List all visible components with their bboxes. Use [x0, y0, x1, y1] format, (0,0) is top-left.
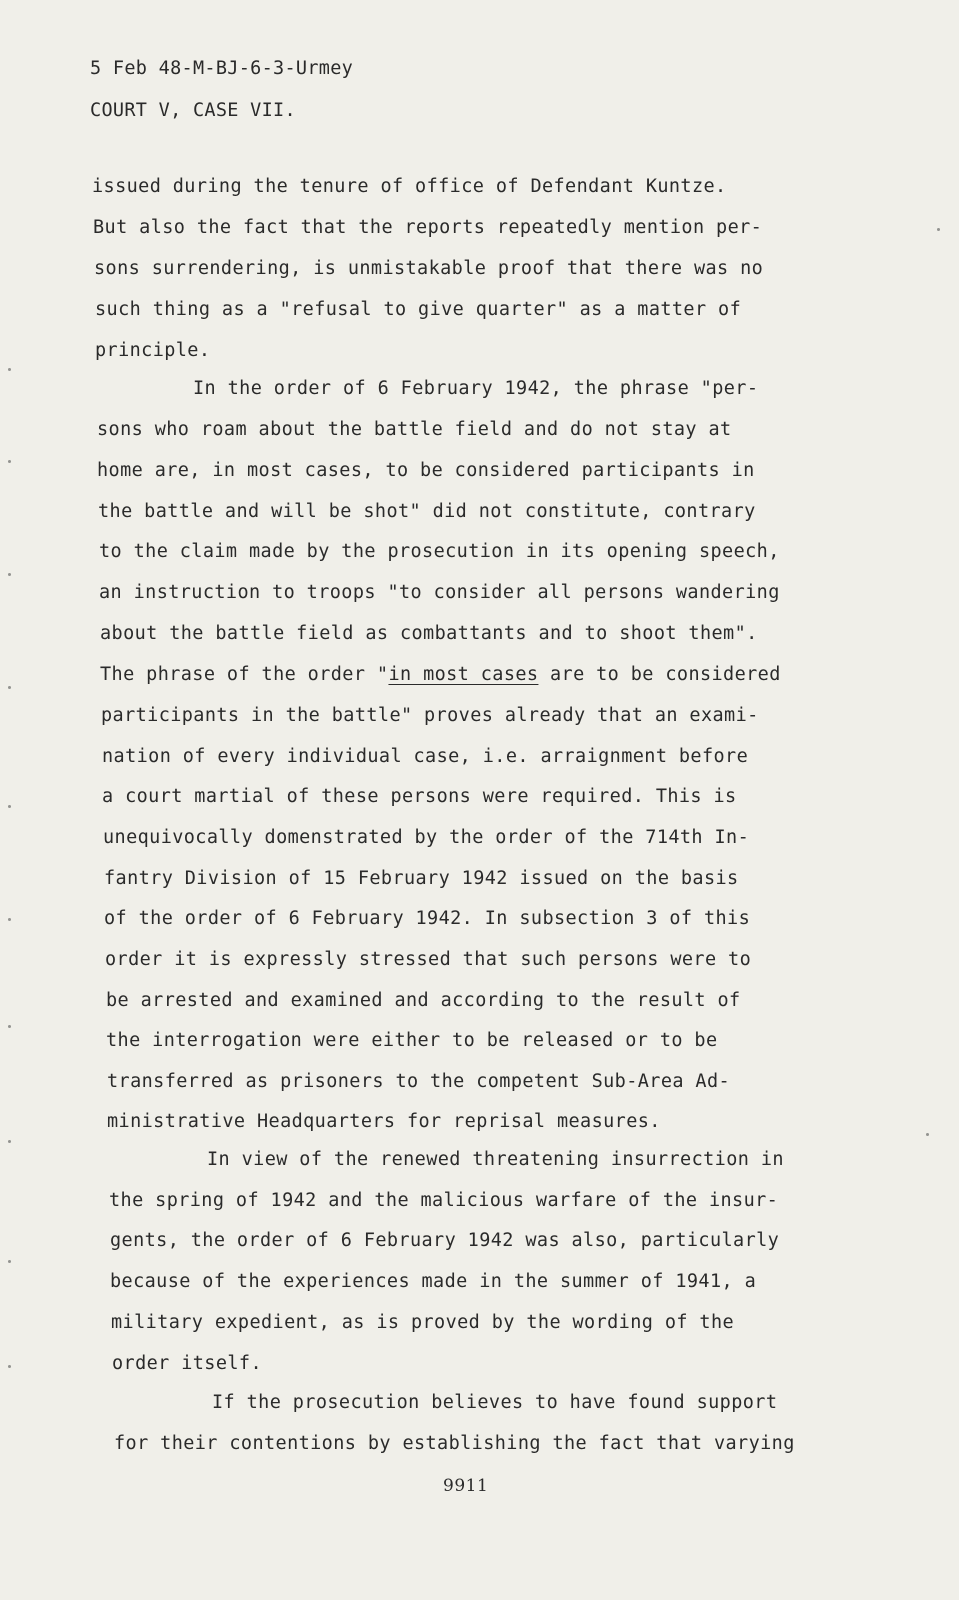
- text-line: of the order of 6 February 1942. In subsection 3 of this: [104, 908, 751, 929]
- margin-mark: [8, 1025, 11, 1028]
- document-reference: 5 Feb 48-M-BJ-6-3-Urmey: [90, 58, 354, 79]
- margin-mark: [8, 1365, 11, 1368]
- text-line: In the order of 6 February 1942, the phrase "per-: [193, 378, 759, 399]
- text-line: an instruction to troops "to consider all persons wandering: [99, 582, 780, 603]
- margin-mark: [926, 1133, 929, 1136]
- text-line: If the prosecution believes to have found support: [212, 1392, 778, 1413]
- text-line: the spring of 1942 and the malicious warfare of the insur-: [109, 1190, 779, 1211]
- text-line: nation of every individual case, i.e. arraignment before: [102, 746, 749, 767]
- text-line: the battle and will be shot" did not constitute, contrary: [98, 501, 756, 522]
- text-line: such thing as a "refusal to give quarter" as a matter of: [95, 299, 742, 320]
- text-line: about the battle field as combattants and to shoot them".: [100, 623, 758, 644]
- text-line: ministrative Headquarters for reprisal measures.: [107, 1111, 661, 1132]
- text-line: gents, the order of 6 February 1942 was also, particularly: [110, 1230, 780, 1251]
- text-line: In view of the renewed threatening insurrection in: [207, 1149, 784, 1170]
- text-line: the interrogation were either to be released or to be: [106, 1030, 718, 1051]
- text-line: issued during the tenure of office of Defendant Kuntze.: [92, 176, 727, 197]
- margin-mark: [8, 1140, 11, 1143]
- margin-mark: [8, 805, 11, 808]
- text-line: fantry Division of 15 February 1942 issued on the basis: [104, 868, 739, 889]
- margin-mark: [8, 918, 11, 921]
- margin-mark: [8, 368, 11, 371]
- text-line: [100, 664, 781, 685]
- text-line: transferred as prisoners to the competent Sub-Area Ad-: [107, 1071, 731, 1092]
- page-number: 9911: [443, 1476, 489, 1496]
- text-line: principle.: [95, 340, 211, 361]
- text-line: military expedient, as is proved by the wording of the: [111, 1312, 735, 1333]
- margin-mark: [8, 1260, 11, 1263]
- text-line: participants in the battle" proves already that an exami-: [101, 705, 759, 726]
- underlined-phrase: in most cases: [388, 664, 539, 685]
- text-line: be arrested and examined and according to the result of: [106, 990, 741, 1011]
- text-line: a court martial of these persons were required. This is: [102, 786, 737, 807]
- text-line: But also the fact that the reports repeatedly mention per-: [93, 217, 763, 238]
- text-line: order itself.: [112, 1353, 262, 1374]
- margin-mark: [8, 686, 11, 689]
- text-line: for their contentions by establishing the fact that varying: [114, 1433, 795, 1454]
- text-line: to the claim made by the prosecution in its opening speech,: [99, 541, 780, 562]
- text-line: sons who roam about the battle field and do not stay at: [97, 419, 732, 440]
- margin-mark: [8, 460, 11, 463]
- court-case-heading: COURT V, CASE VII.: [90, 100, 296, 121]
- text-line: unequivocally domenstrated by the order of the 714th In-: [103, 827, 750, 848]
- text-line: home are, in most cases, to be considered participants in: [97, 460, 755, 481]
- text-line: because of the experiences made in the summer of 1941, a: [110, 1271, 757, 1292]
- margin-mark: [8, 573, 11, 576]
- text-segment: are to be considered: [538, 664, 781, 685]
- text-line: sons surrendering, is unmistakable proof that there was no: [94, 258, 764, 279]
- text-segment: The phrase of the order ": [100, 664, 389, 685]
- margin-mark: [937, 228, 940, 231]
- text-line: order it is expressly stressed that such persons were to: [105, 949, 752, 970]
